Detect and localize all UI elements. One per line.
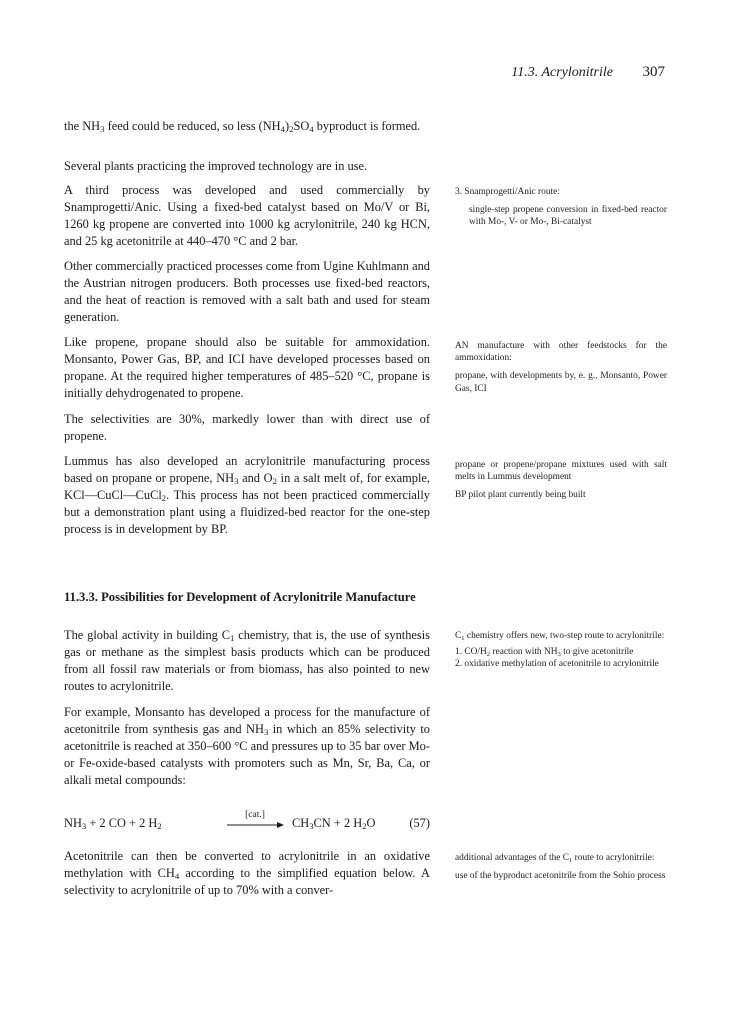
equation-lhs: $NH_3 + 2$ CO + 2 $H_2$ — [64, 816, 162, 831]
paragraph-selectivities: The selectivities are 30%, markedly lower than with direct use of propene. — [64, 412, 430, 444]
paragraph-c1-chemistry: The global activity in building $C_1$ chemistry, that is, the use of synthesis gas or methane as the simplest basis products which can be produced from all fossil raw materials or from biomass, has also pointed to new routes to acrylonitrile. — [64, 628, 430, 694]
paragraph-nh3-feed: the $NH_3$ feed could be reduced, so less $(NH_4)_2SO_4$ byproduct is formed. — [64, 119, 421, 134]
paragraph-monsanto: For example, Monsanto has developed a process for the manufacture of acetonitrile from synthesis gas and $NH_3$ in which an 85% selectivity to acetonitrile is reached at 350–600 °C and pressures up to 35 bar over Mo- or Fe-oxide-based catalysts with promoters such as Mn, Sr, Ba, Ca, or alkali metal compounds: — [64, 705, 430, 788]
margin-note-snamprogetti: 3. Snamprogetti/Anic route: single-step propene conversion in fixed-bed reactor with Mo-, V- or Mo-, Bi-catalyst — [455, 187, 667, 228]
paragraph-lummus: Lummus has also developed an acrylonitrile manufacturing process based on propane or propene, $NH_3$ and $O_2$ in a salt melt of, for example, KCl—CuCl—CuCl$_2$. This process has not been practiced commercially but a demonstration plant using a fluidized-bed reactor for the one-step process is in development by BP. — [64, 454, 430, 537]
running-header — [380, 64, 665, 84]
paragraph-propane: Like propene, propane should also be suitable for ammoxidation. Monsanto, Power Gas, BP, and ICI have developed processes based on propane. At the required higher temperatures of 485–520 °C, propane is initially dehydrogenated to propene. — [64, 335, 430, 401]
margin-note-other-feedstocks: AN manufacture with other feedstocks for the ammoxidation: propane, with developments by, e. g., Monsanto, Power Gas, ICI — [455, 341, 667, 394]
margin-note-c1-route: $C_1$ chemistry offers new, two-step route to acrylonitrile: 1. $CO/H_2$ reaction with $NH_3$ to give acetonitrile 2. oxidative methylation of acetonitrile to acrylonitrile — [455, 631, 665, 670]
catalyst-label: [cat.] — [245, 810, 265, 820]
paragraph-plants: Several plants practicing the improved technology are in use. — [64, 159, 368, 173]
equation-57 — [64, 812, 430, 838]
paragraph-acetonitrile: Acetonitrile can then be converted to acrylonitrile in an oxidative methylation with $CH_4$ according to the simplified equation below. A selectivity to acrylonitrile of up to 70% with a conver- — [64, 849, 430, 898]
paragraph-snamprogetti: A third process was developed and used commercially by Snamprogetti/Anic. Using a fixed-bed catalyst based on Mo/V or Bi, 1260 kg propene are converted into 1000 kg acrylonitrile, 240 kg HCN, and 25 kg acetonitrile at 440–470 °C and 2 bar. — [64, 183, 430, 249]
paragraph-other-processes: Other commercially practiced processes come from Ugine Kuhlmann and the Austrian nitrogen producers. Both processes use fixed-bed reactors, and the heat of reaction is removed with a salt bath and used for steam generation. — [64, 259, 430, 325]
margin-note-lummus: propane or propene/propane mixtures used with salt melts in Lummus development BP pilot plant currently being built — [455, 460, 667, 501]
section-heading: 11.3.3. Possibilities for Development of Acrylonitrile Manufacture — [64, 590, 416, 604]
equation-number: (57) — [409, 816, 430, 830]
page-number: 307 — [642, 64, 665, 80]
section-title: 11.3. Acrylonitrile — [511, 65, 613, 80]
equation-rhs: $CH_3CN + 2$ $H_2O$ — [292, 816, 376, 831]
reaction-arrow — [225, 812, 285, 836]
margin-note-advantages: additional advantages of the $C_1$ route to acrylonitrile: use of the byproduct acetonitrile from the Sohio process — [455, 853, 666, 882]
arrow-icon — [225, 812, 285, 836]
